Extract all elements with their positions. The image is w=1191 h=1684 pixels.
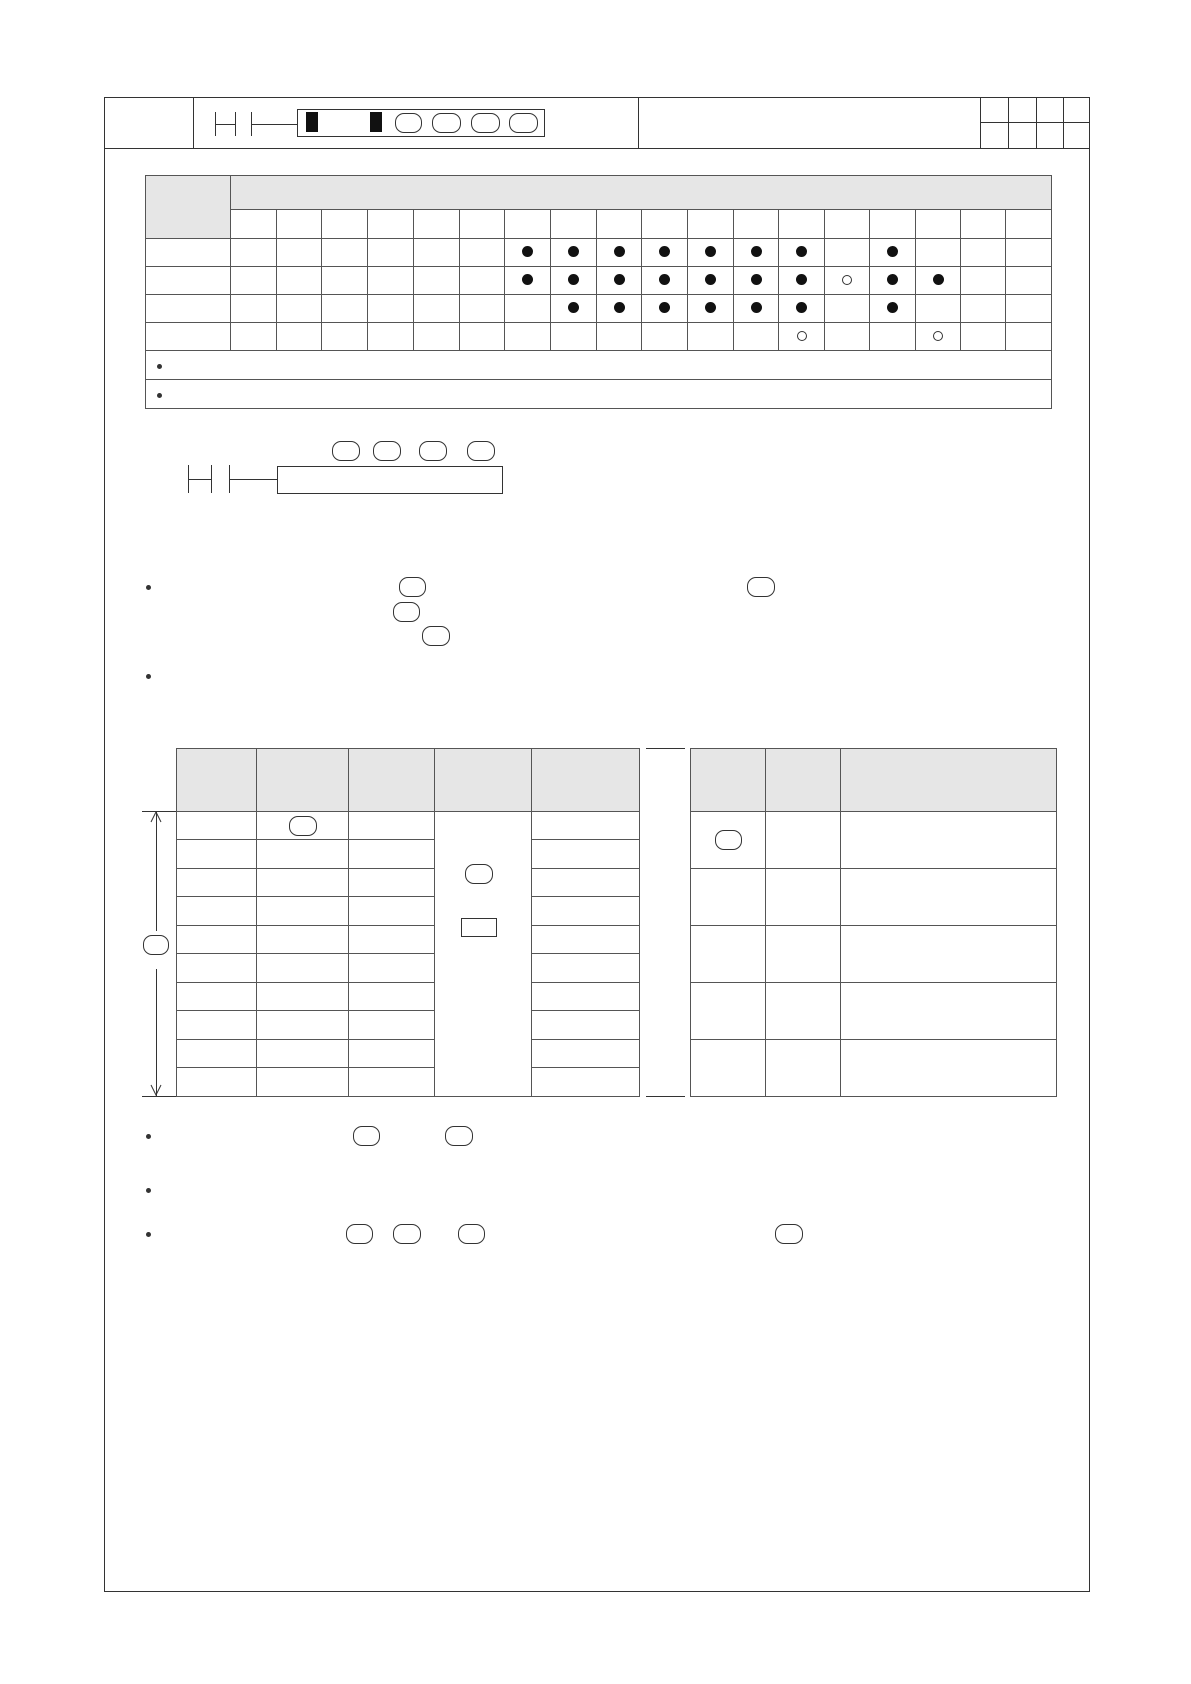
- supported-dot: [933, 274, 944, 285]
- operand-pill: [393, 602, 420, 622]
- note-bullet: [157, 364, 162, 369]
- device-table-header: [231, 176, 1052, 210]
- supported-dot: [614, 246, 625, 257]
- operand-pill: [775, 1224, 803, 1244]
- supported-dot: [705, 302, 716, 313]
- header-cell-divider: [193, 97, 194, 148]
- operand-pill: [465, 864, 493, 884]
- supported-dot: [796, 274, 807, 285]
- operand-pill: [458, 1224, 485, 1244]
- supported-dot: [751, 246, 762, 257]
- device-table-corner: [146, 176, 231, 239]
- operand-pill: [353, 1126, 380, 1146]
- device-row-4: [146, 323, 1052, 351]
- supported-dot: [522, 274, 533, 285]
- operand-pill: [467, 441, 495, 461]
- operand-pill: [373, 441, 401, 461]
- instruction-marker: [370, 112, 382, 132]
- partial-ring: [842, 275, 852, 285]
- operand-pill: [422, 626, 450, 646]
- arrow-up-icon: [149, 811, 164, 823]
- operand-pill: [509, 113, 538, 133]
- operand-pill: [399, 577, 426, 597]
- separator-line: [646, 748, 685, 749]
- value-box: [461, 918, 497, 937]
- explanation-bullet: [146, 674, 151, 679]
- explanation-bullet: [146, 585, 151, 590]
- note-bullet: [157, 393, 162, 398]
- device-row-2: [146, 267, 1052, 295]
- footer-bullet: [146, 1188, 151, 1193]
- supported-dot: [887, 302, 898, 313]
- device-note-row: [146, 380, 1052, 409]
- supported-dot: [568, 274, 579, 285]
- arrow-down-icon: [149, 1084, 164, 1096]
- instruction-box: [277, 466, 503, 494]
- supported-dot: [614, 274, 625, 285]
- operand-pill: [346, 1224, 373, 1244]
- device-row-3: [146, 295, 1052, 323]
- operand-pill: [332, 441, 360, 461]
- header-divider: [104, 148, 1090, 149]
- operand-pill: [747, 577, 775, 597]
- supported-dot: [887, 246, 898, 257]
- partial-ring: [797, 331, 807, 341]
- instruction-marker: [306, 112, 318, 132]
- supported-dot: [568, 246, 579, 257]
- supported-dot: [522, 246, 533, 257]
- supported-dot: [659, 246, 670, 257]
- separator-line: [646, 1096, 685, 1097]
- partial-ring: [933, 331, 943, 341]
- device-table: [145, 175, 1052, 409]
- operand-pill: [471, 113, 500, 133]
- operand-pill: [289, 816, 317, 836]
- supported-dot: [751, 274, 762, 285]
- operand-pill: [432, 113, 461, 133]
- supported-dot: [659, 302, 670, 313]
- supported-dot: [659, 274, 670, 285]
- footer-bullet: [146, 1134, 151, 1139]
- supported-dot: [568, 302, 579, 313]
- header-cell-divider: [638, 97, 639, 148]
- device-row-1: [146, 239, 1052, 267]
- operand-pill: [393, 1224, 421, 1244]
- footer-bullet: [146, 1232, 151, 1237]
- device-note-row: [146, 351, 1052, 380]
- data-table-right: [690, 748, 1057, 1097]
- supported-dot: [705, 274, 716, 285]
- data-table-left: [176, 748, 640, 1097]
- operand-pill: [395, 113, 422, 133]
- operand-pill: [445, 1126, 473, 1146]
- operand-pill: [419, 441, 447, 461]
- supported-dot: [614, 302, 625, 313]
- header-cell-divider: [980, 122, 1090, 123]
- supported-dot: [887, 274, 898, 285]
- supported-dot: [796, 302, 807, 313]
- operand-pill: [715, 830, 742, 850]
- supported-dot: [751, 302, 762, 313]
- supported-dot: [705, 246, 716, 257]
- operand-pill: [143, 935, 169, 955]
- supported-dot: [796, 246, 807, 257]
